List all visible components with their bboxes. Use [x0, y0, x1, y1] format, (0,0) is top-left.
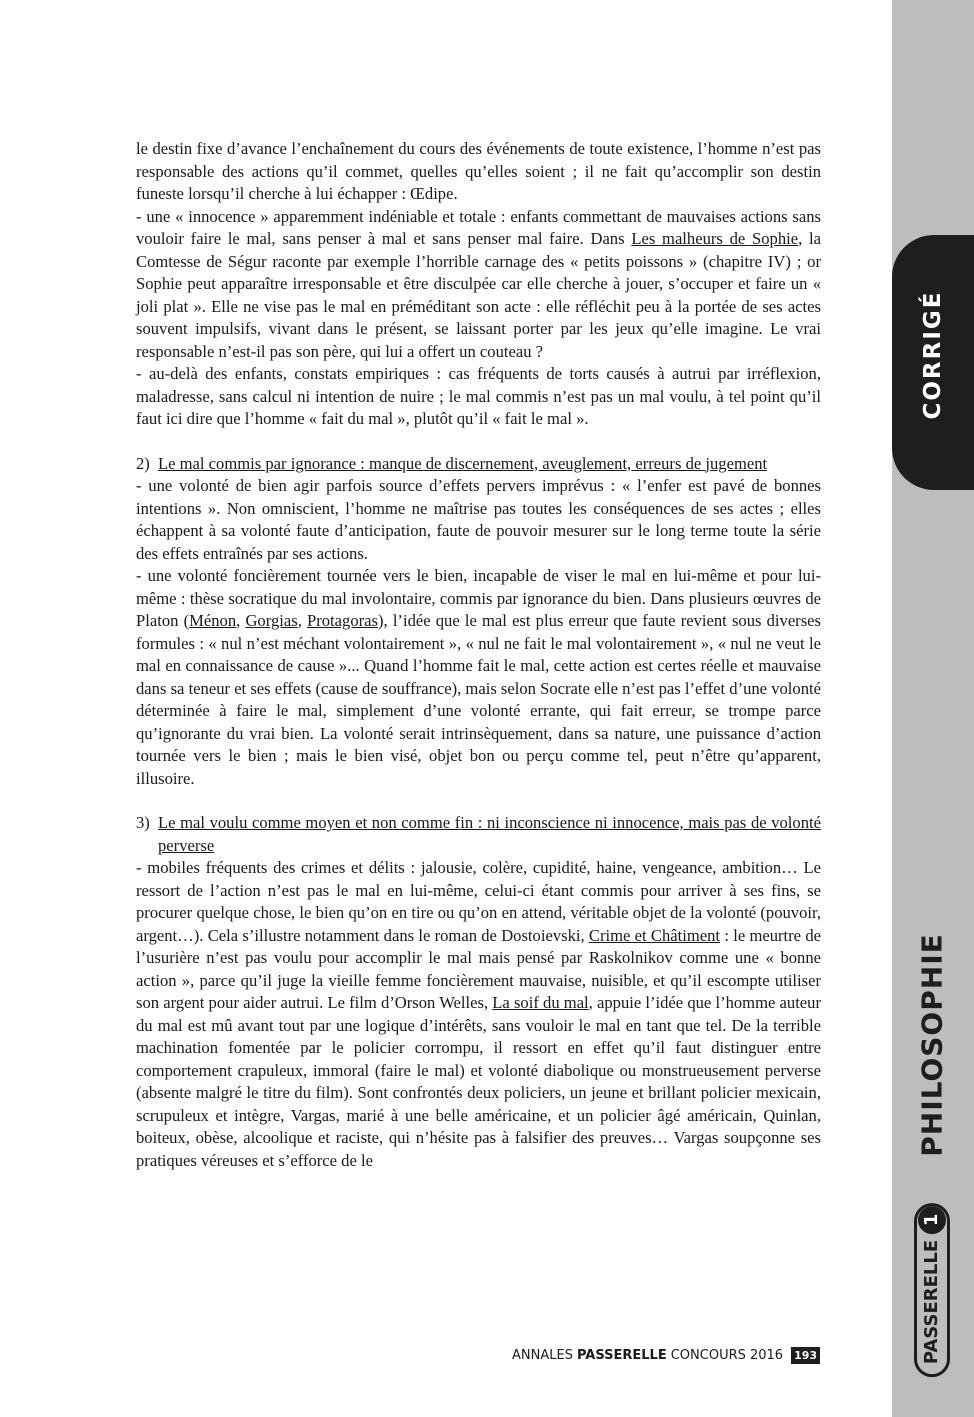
- paragraph: le destin fixe d’avance l’enchaînement du cours des événements de toute existence, l’homme n’est pas responsable des actions qu’il commet, quelles qu’elles soient ; il ne fait qu’accomplir son destin funeste lorsqu’il cherche à lui échapper : Œdipe.: [136, 139, 821, 203]
- logo-word: PASSERELLE: [921, 1239, 942, 1365]
- footer-brand: PASSERELLE: [576, 1347, 667, 1363]
- heading-number: 3): [136, 813, 150, 832]
- section-heading-2: [136, 453, 821, 476]
- passerelle-logo: [914, 1203, 950, 1377]
- page-body: [136, 138, 821, 1172]
- footer-prefix: ANNALES: [512, 1347, 573, 1363]
- paragraph: - une volonté de bien agir parfois source d’effets pervers imprévus : « l’enfer est pavé de bonnes intentions ». Non omniscient, l’homme ne maîtrise pas toutes les conséquences de ses actes ; elles échappent à sa volonté faute d’anticipation, faute de pouvoir mesurer sur le long terme toute la série des effets entraînés par ses actions.: [136, 476, 821, 563]
- heading-title: Le mal commis par ignorance : manque de discernement, aveuglement, erreurs de jugement: [158, 453, 768, 473]
- paragraph: - une « innocence » apparemment indéniable et totale : enfants commettant de mauvaises actions sans vouloir faire le mal, sans penser à mal et sans penser mal faire. Dans Les malheurs de Sophie, la Comtesse de Ségur raconte par exemple l’horrible carnage des « petits poissons » (chapitre IV) ; or Sophie peut apparaître irresponsable et être disculpée car elle cherche à jouer, s’occuper et faire un « joli plat ». Elle ne vise pas le mal en préméditant son acte : elle réfléchit peu à la portée de ses actes souvent impulsifs, vivant dans le présent, se laissant porter par les jeux qu’elle imagine. Le vrai responsable n’est-il pas son père, qui lui a offert un couteau ?: [136, 206, 821, 361]
- work-title: Gorgias: [245, 611, 298, 630]
- work-title: Protagoras: [307, 611, 378, 630]
- novel-title: Crime et Châtiment: [588, 925, 721, 945]
- page-footer: [512, 1344, 820, 1366]
- footer-suffix: CONCOURS 2016: [670, 1347, 784, 1363]
- work-title: Ménon: [189, 611, 237, 630]
- section-heading-3: [136, 812, 821, 857]
- logo-number: 1: [918, 1206, 946, 1234]
- subject-label: PHILOSOPHIE: [915, 933, 949, 1157]
- paragraph: - une volonté foncièrement tournée vers le bien, incapable de viser le mal en lui-même et pour lui-même : thèse socratique du mal involontaire, commis par ignorance du bien. Dans plusieurs œuvres de Platon (Ménon, Gorgias, Protagoras), l’idée que le mal est plus erreur que faute revient sous diverses formules : « nul n’est méchant volontairement », « nul ne fait le mal volontairement », « nul ne veut le mal en connaissance de cause »... Quand l’homme fait le mal, cette action est certes réelle et mauvaise dans sa teneur et ses effets (cause de souffrance), mais selon Socrate elle n’est pas l’effet d’une volonté déterminée à faire le mal, simplement d’une volonté errante, qui fait erreur, se trompe parce qu’ignorante du vrai bien. La volonté serait intrinsèquement, dans sa nature, une puissance d’action tournée vers le bien ; mais le bien visé, objet bon ou perçu comme tel, peut n’être qu’apparent, illusoire.: [136, 566, 821, 788]
- film-title: La soif du mal: [492, 993, 589, 1012]
- heading-number: 2): [136, 453, 150, 473]
- book-title: Les malheurs de Sophie: [631, 229, 799, 248]
- page-number: 193: [791, 1347, 820, 1364]
- paragraph: - au-delà des enfants, constats empiriques : cas fréquents de torts causés à autrui par irréflexion, maladresse, sans calcul ni intention de nuire ; le mal commis n’est pas un mal voulu, à tel point qu’il faut ici dire que l’homme « fait du mal », plutôt qu’il « fait le mal ».: [136, 364, 821, 428]
- heading-title: Le mal voulu comme moyen et non comme fin : ni inconscience ni innocence, mais pas de volonté perverse: [158, 813, 821, 855]
- paragraph: - mobiles fréquents des crimes et délits : jalousie, colère, cupidité, haine, vengeance, ambition… Le ressort de l’action n’est pas le mal en lui-même, celui-ci étant commis pour arriver à ses fins, se procurer quelque chose, le bien qu’on en tire ou qu’on en attend, véritable objet de la volonté (pouvoir, argent…). Cela s’illustre notamment dans le roman de Dostoievski, Crime et Châtiment : le meurtre de l’usurière n’est pas voulu pour accomplir le mal mais pensé par Raskolnikov comme une « bonne action », parce qu’il juge la vieille femme foncièrement mauvaise, nuisible, et qu’il escompte utiliser son argent pour aider autrui. Le film d’Orson Welles, La soif du mal, appuie l’idée que l’homme auteur du mal est mû avant tout par une logique d’intérêts, sans vouloir le mal en tant que tel. De la terrible machination fomentée par le policier corrompu, il ressort en effet qu’il faut distinguer entre comportement crapuleux, immoral (faire le mal) et volonté diabolique ou monstrueusement perverse (absente malgré le titre du film). Sont confrontés deux policiers, un jeune et brillant policier mexicain, scrupuleux et intègre, Vargas, marié à une belle américaine, et un policier âgé américain, Quinlan, boiteux, obèse, alcoolique et raciste, qui n’hésite pas à falsifier des preuves… Vargas soupçonne ses pratiques véreuses et s’efforce de le: [136, 858, 821, 1170]
- section-label: CORRIGÉ: [920, 290, 946, 420]
